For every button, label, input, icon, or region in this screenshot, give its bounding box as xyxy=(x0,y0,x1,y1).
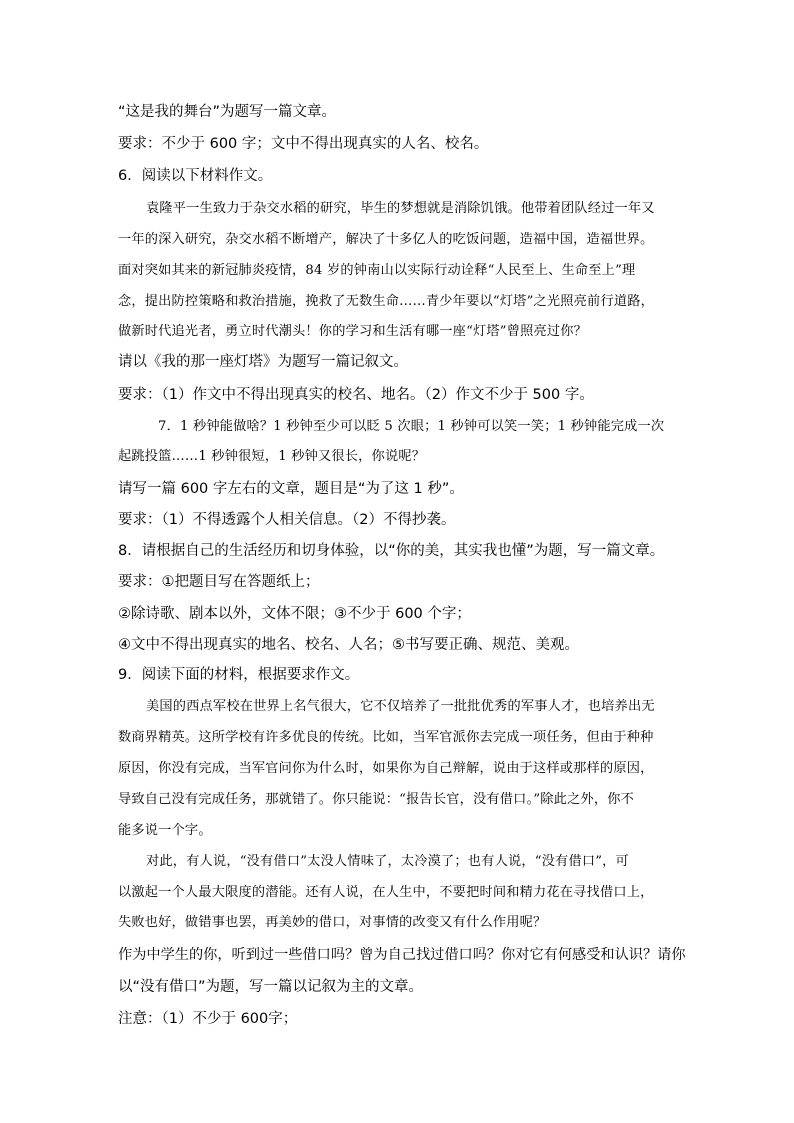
material-6-line-5: 做新时代追光者，勇立时代潮头！你的学习和生活有哪一座“灯塔”曾照亮过你？ xyxy=(118,324,588,339)
prompt-9-question-line-2: 以“没有借口”为题，写一篇以记叙为主的文章。 xyxy=(118,979,424,995)
prompt-8-heading: 8．请根据自己的生活经历和切身体验，以“你的美，其实我也懂”为题，写一篇文章。 xyxy=(118,543,665,559)
prompt-7-instruction: 请写一篇 600 字左右的文章，题目是“为了这 1 秒”。 xyxy=(118,481,464,497)
material-9-p1-line-4: 导致自己没有完成任务，那就错了。你只能说：“报告长官，没有借口。”除此之外，你不 xyxy=(118,792,635,807)
material-6-line-1: 袁隆平一生致力于杂交水稻的研究，毕生的梦想就是消除饥饿。他带着团队经过一年又 xyxy=(146,201,655,216)
material-9-p2-line-1: 对此，有人说，“没有借口”太没人情味了，太冷漠了；也有人说，“没有借口”，可 xyxy=(146,854,629,869)
prompt-8-requirement-1: 要求：①把题目写在答题纸上； xyxy=(118,574,320,590)
prompt-7-line-2: 起跳投篮……1 秒钟很短，1 秒钟又很长，你说呢？ xyxy=(118,449,426,464)
material-6-line-2: 一年的深入研究，杂交水稻不断增产，解决了十多亿人的吃饭问题，造福中国，造福世界。 xyxy=(118,232,654,247)
prompt-9-heading: 9．阅读下面的材料，根据要求作文。 xyxy=(118,667,360,683)
material-6-line-4: 念，提出防控策略和救治措施，挽救了无数生命……青少年要以“灯塔”之光照亮前行道路， xyxy=(118,294,654,309)
prompt-8-requirement-2: ②除诗歌、剧本以外，文体不限；③不少于 600 个字； xyxy=(118,606,471,622)
material-9-p1-line-3: 原因，你没有完成，当军官问你为什么时，如果你为自己辩解，说由于这样或那样的原因， xyxy=(118,761,654,776)
prompt-6-instruction: 请以《我的那一座灯塔》为题写一篇记叙文。 xyxy=(118,354,408,370)
material-9-p2-line-2: 以激起一个人最大限度的潜能。还有人说，在人生中，不要把时间和精力花在寻找借口上， xyxy=(118,885,654,900)
material-6-line-3: 面对突如其来的新冠肺炎疫情，84 岁的钟南山以实际行动诠释“人民至上、生命至上”理 xyxy=(118,263,636,278)
prompt-7-line-1: 7．1 秒钟能做啥？1 秒钟至少可以眨 5 次眼；1 秒钟可以笑一笑；1 秒钟能完成一次 xyxy=(158,419,665,434)
prompt-9-notes: 注意：（1）不少于 600字； xyxy=(118,1011,298,1027)
prompt-5-title-line: “这是我的舞台”为题写一篇文章。 xyxy=(118,104,337,120)
prompt-7-requirements: 要求：（1）不得透露个人相关信息。（2）不得抄袭。 xyxy=(118,512,456,528)
prompt-9-question-line-1: 作为中学生的你，听到过一些借口吗？曾为自己找过借口吗？你对它有何感受和认识？请你 xyxy=(118,947,686,963)
prompt-6-heading: 6．阅读以下材料作文。 xyxy=(118,168,273,184)
material-9-p1-line-5: 能多说一个字。 xyxy=(118,823,212,838)
prompt-6-requirements: 要求：（1）作文中不得出现真实的校名、地名。（2）作文不少于 500 字。 xyxy=(118,387,594,403)
prompt-5-requirements: 要求：不少于 600 字；文中不得出现真实的人名、校名。 xyxy=(118,136,489,152)
material-9-p2-line-3: 失败也好，做错事也罢，再美妙的借口，对事情的改变又有什么作用呢？ xyxy=(118,915,547,930)
material-9-p1-line-2: 数商界精英。这所学校有许多优良的传统。比如，当军官派你去完成一项任务，但由于种种 xyxy=(118,730,654,745)
material-9-p1-line-1: 美国的西点军校在世界上名气很大，它不仅培养了一批批优秀的军事人才，也培养出无 xyxy=(146,699,655,714)
prompt-8-requirement-3: ④文中不得出现真实的地名、校名、人名；⑤书写要正确、规范、美观。 xyxy=(118,637,579,653)
